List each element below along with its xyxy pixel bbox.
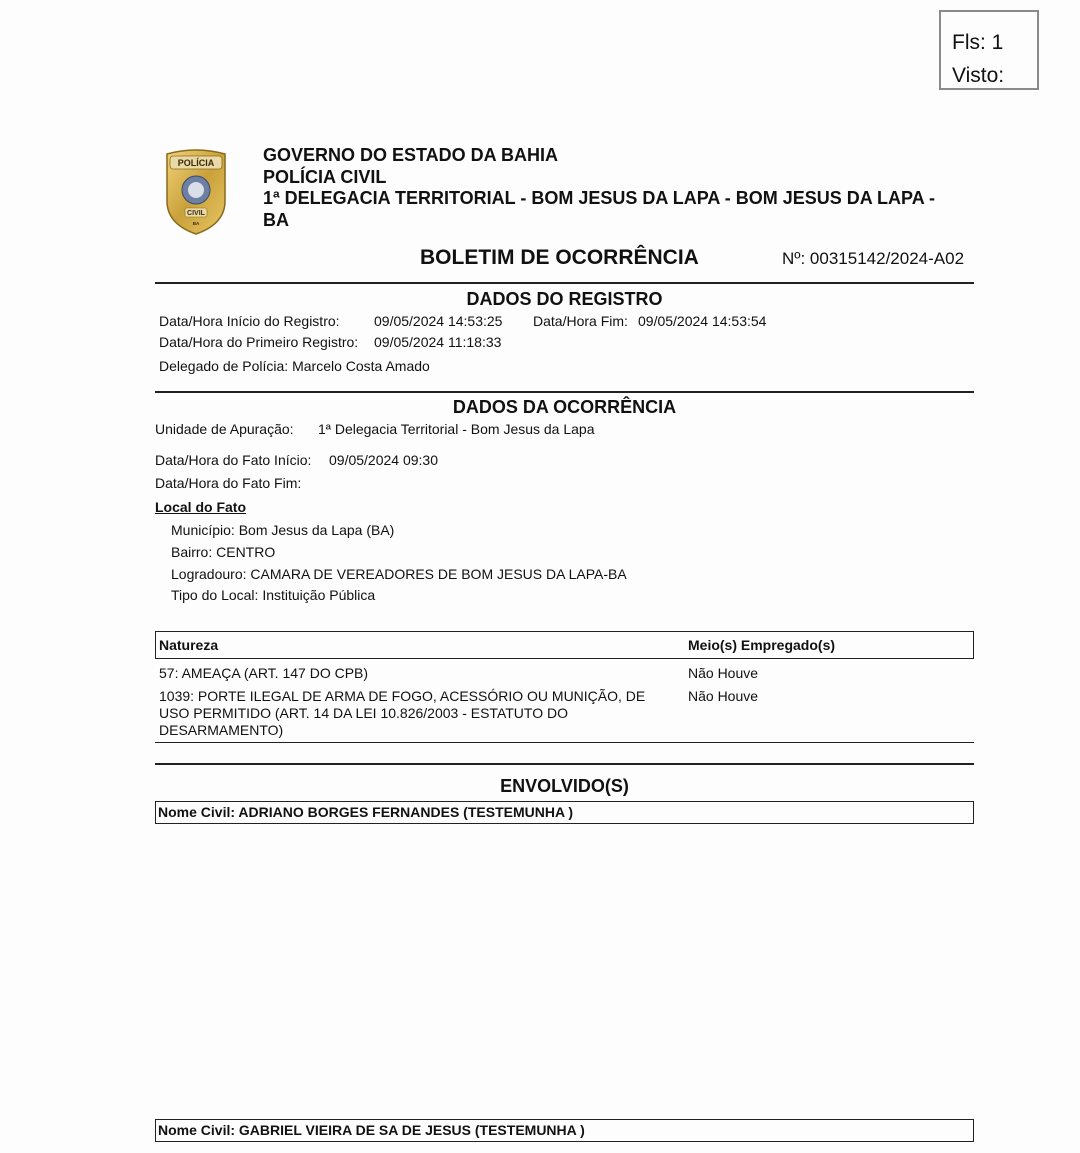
header-uf: BA [263,209,289,230]
primeiro-value: 09/05/2024 11:18:33 [374,334,502,350]
visto-label: Visto: [952,64,1005,87]
envolvido-nome: Nome Civil: ADRIANO BORGES FERNANDES (TESTEMUNHA ) [158,804,574,820]
meio-row-1: Não Houve [688,665,759,681]
folha-box [939,10,1039,90]
document-number: Nº: 00315142/2024-A02 [782,249,965,268]
envolvido-box [155,1119,974,1142]
unidade-label: Unidade de Apuração: [155,421,294,437]
envolvido-nome: Nome Civil: GABRIEL VIEIRA DE SA DE JESUS (TESTEMUNHA ) [158,1122,585,1138]
svg-text:CIVIL: CIVIL [187,210,205,217]
delegado: Delegado de Polícia: Marcelo Costa Amado [159,358,430,374]
fim-label: Data/Hora Fim: [533,313,628,329]
fato-inicio-label: Data/Hora do Fato Início: [155,452,312,468]
divider [155,391,974,393]
primeiro-label: Data/Hora do Primeiro Registro: [159,334,359,350]
section-envolvidos-title: ENVOLVIDO(S) [500,776,629,796]
col-natureza: Natureza [159,637,219,653]
fato-inicio-value: 09/05/2024 09:30 [329,452,438,468]
natureza-row-1 [159,665,368,682]
fato-fim-label: Data/Hora do Fato Fim: [155,475,302,491]
inicio-label: Data/Hora Início do Registro: [159,313,340,329]
header-policia: POLÍCIA CIVIL [263,166,387,187]
logradouro: Logradouro: CAMARA DE VEREADORES DE BOM JESUS DA LAPA-BA [171,566,627,582]
header-delegacia: 1ª DELEGACIA TERRITORIAL - BOM JESUS DA LAPA - BOM JESUS DA LAPA - [263,188,936,208]
divider [155,282,974,284]
section-registro-title: DADOS DO REGISTRO [466,289,663,309]
policia-civil-badge-icon [161,146,231,236]
meio-row-2: Não Houve [688,688,759,704]
section-ocorrencia-title: DADOS DA OCORRÊNCIA [452,397,677,417]
local-fato-title: Local do Fato [155,499,246,515]
unidade-value: 1ª Delegacia Territorial - Bom Jesus da Lapa [318,421,595,437]
bairro: Bairro: CENTRO [171,544,276,560]
envolvido-box [155,801,974,824]
natureza-text: 57: AMEAÇA (ART. 147 DO CPB) [159,665,369,681]
municipio: Município: Bom Jesus da Lapa (BA) [171,522,395,538]
col-meios: Meio(s) Empregado(s) [688,637,836,653]
fim-value: 09/05/2024 14:53:54 [638,313,767,329]
document-title: BOLETIM DE OCORRÊNCIA [420,246,699,269]
header-governo: GOVERNO DO ESTADO DA BAHIA [263,145,559,165]
header-block [263,145,963,231]
inicio-value: 09/05/2024 14:53:25 [374,313,503,329]
divider [155,763,974,765]
svg-text:POLÍCIA: POLÍCIA [177,158,215,168]
fls-label: Fls: 1 [952,31,1004,54]
tipo-local: Tipo do Local: Instituição Pública [171,587,376,603]
svg-text:BA: BA [192,221,200,226]
natureza-row-2: 1039: PORTE ILEGAL DE ARMA DE FOGO, ACESSÓRIO OU MUNIÇÃO, DE USO PERMITIDO (ART. 14 DA LEI 10.826/2003 - ESTATUTO DO DESARMAMENTO) [159,688,646,738]
table-bottom-rule [155,742,974,743]
natureza-table-header [155,631,974,659]
